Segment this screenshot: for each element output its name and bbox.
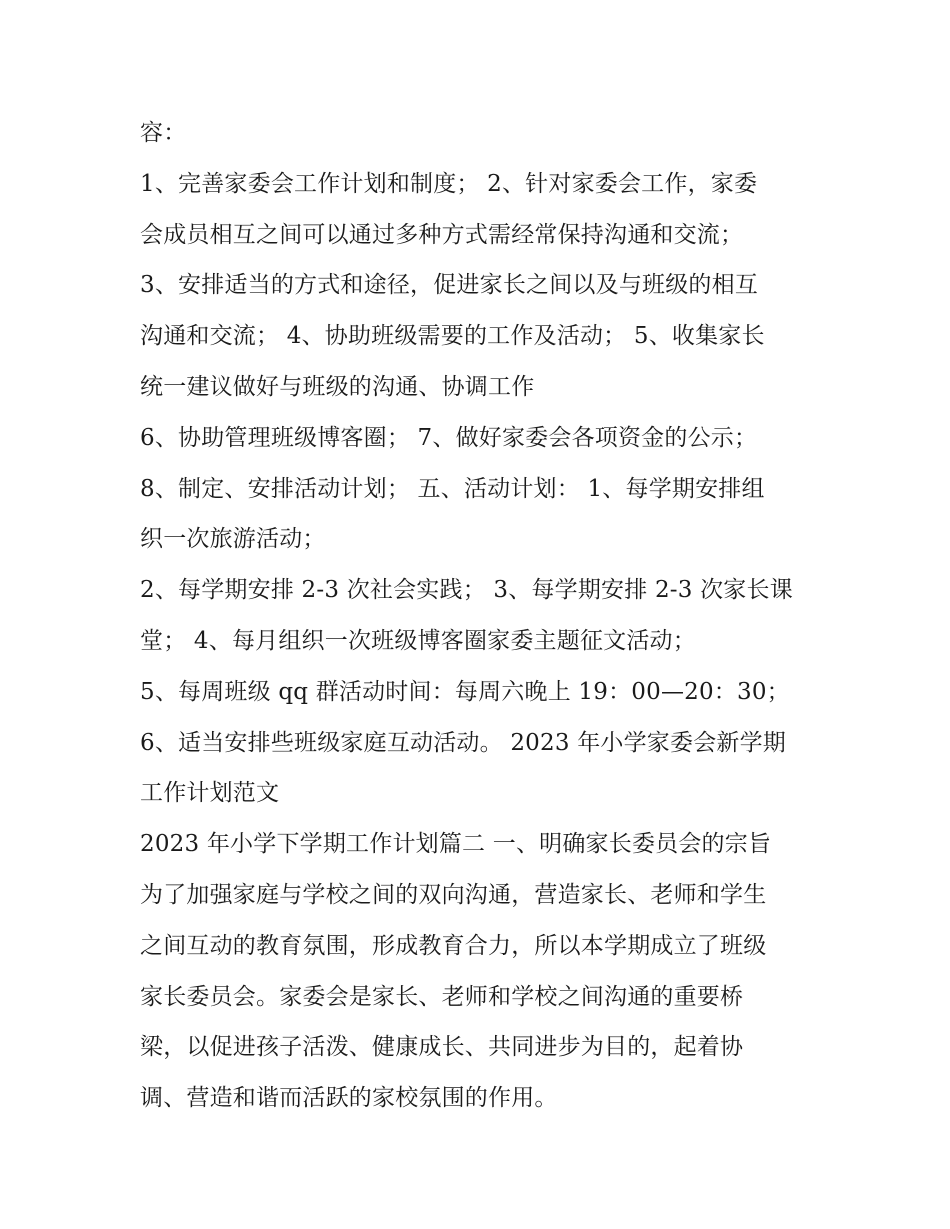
text-line: 工作计划范文 [140, 780, 280, 807]
text-line: 梁，以促进孩子活泼、健康成长、共同进步为目的，起着协 [140, 1034, 744, 1061]
text-line: 8、制定、安排活动计划； 五、活动计划： 1、每学期安排组 [140, 475, 765, 502]
text-line: 1、完善家委会工作计划和制度； 2、针对家委会工作，家委 [140, 170, 758, 197]
text-line: 5、每周班级 qq 群活动时间：每周六晚上 19：00—20：30； [140, 678, 790, 705]
text-line: 织一次旅游活动； [140, 526, 326, 553]
text-line: 之间互动的教育氛围，形成教育合力，所以本学期成立了班级 [140, 932, 767, 959]
text-line: 容： [140, 120, 187, 146]
text-line: 2、每学期安排 2-3 次社会实践； 3、每学期安排 2-3 次家长课 [140, 577, 793, 604]
text-line: 为了加强家庭与学校之间的双向沟通，营造家长、老师和学生 [140, 881, 767, 908]
text-line: 堂； 4、每月组织一次班级博客圈家委主题征文活动； [140, 627, 696, 654]
text-line: 沟通和交流； 4、协助班级需要的工作及活动； 5、收集家长 [140, 323, 765, 350]
text-line: 2023 年小学下学期工作计划篇二 一、明确家长委员会的宗旨 [140, 831, 772, 858]
text-line: 3、安排适当的方式和途径，促进家长之间以及与班级的相互 [140, 272, 759, 299]
document-body [140, 108, 820, 1124]
text-line: 统一建议做好与班级的沟通、协调工作 [140, 373, 535, 400]
text-line: 6、协助管理班级博客圈； 7、做好家委会各项资金的公示； [140, 424, 758, 451]
text-line: 家长委员会。家委会是家长、老师和学校之间沟通的重要桥 [140, 983, 744, 1010]
text-line: 6、适当安排些班级家庭互动活动。 2023 年小学家委会新学期 [140, 729, 786, 756]
text-line: 会成员相互之间可以通过多种方式需经常保持沟通和交流； [140, 221, 744, 248]
text-line: 调、营造和谐而活跃的家校氛围的作用。 [140, 1085, 558, 1112]
